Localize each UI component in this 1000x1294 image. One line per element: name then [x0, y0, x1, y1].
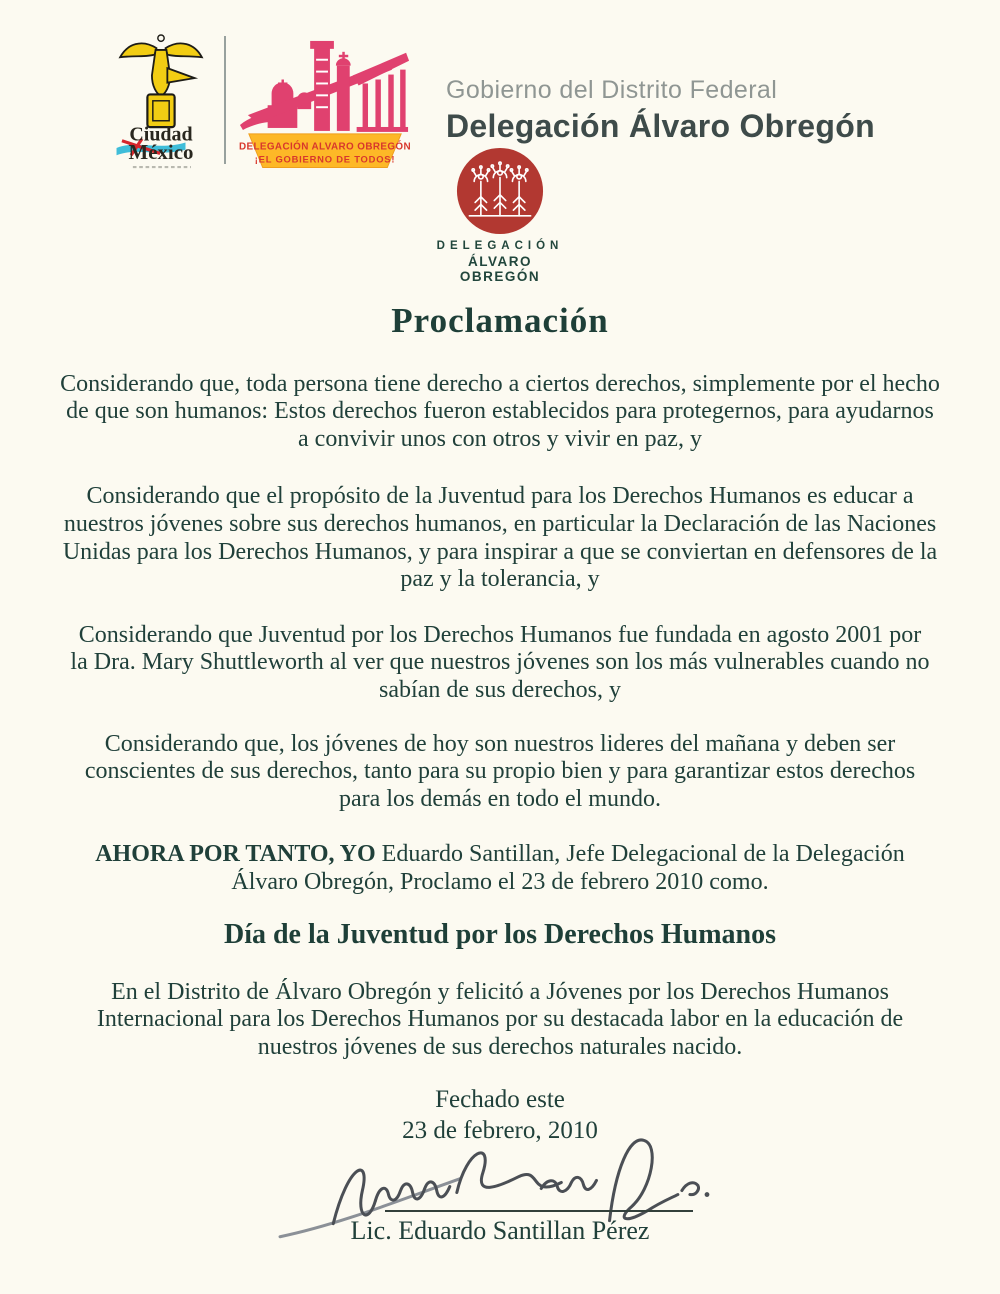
- paragraph-closing: En el Distrito de Álvaro Obregón y felicitó a Jóvenes por los Derechos Humanos Internacional para los Derechos Humanos por su destacada labor en la educación de nuestros jóvenes de sus derechos naturales nacido.: [96, 978, 904, 1060]
- page-title: Proclamación: [391, 300, 609, 340]
- seal-captions: [0, 240, 1000, 284]
- paragraph-considering-3: Considerando que Juventud por los Derechos Humanos fue fundada en agosto 2001 por la Dra. Mary Shuttleworth al ver que nuestros jóvenes son los más vulnerables cuando no sabían de sus derechos, y: [70, 621, 930, 703]
- paragraph-proclamation: [95, 841, 905, 896]
- dated-line2: 23 de febrero, 2010: [402, 1116, 598, 1144]
- signatory-name: Lic. Eduardo Santillan Pérez: [350, 1216, 650, 1246]
- paragraph-considering-2: Considerando que el propósito de la Juventud para los Derechos Humanos es educar a nuestros jóvenes sobre sus derechos humanos, en particular la Declaración de las Naciones Unidas para los Derechos Humanos, y para inspirar a que se conviertan en defensores de la paz y la tolerancia, y: [62, 483, 938, 593]
- delegacion-skyline-logo-icon: [236, 36, 414, 170]
- seal-caption-line1: DELEGACIÓN: [436, 240, 564, 253]
- ciudad-logo-word2: México: [128, 139, 194, 164]
- banner-line2: ¡EL GOBIERNO DE TODOS!: [254, 153, 396, 165]
- signature-line: [385, 1210, 693, 1212]
- delegacion-seal-icon: [456, 147, 544, 235]
- paragraph-considering-1: Considerando que, toda persona tiene derecho a ciertos derechos, simplemente por el hecho de que son humanos: Estos derechos fueron establecidos para protegernos, para ayudarnos a convivir unos con otros y vivir en paz, y: [60, 370, 940, 452]
- signature-area: [0, 1146, 1000, 1276]
- proclamation-rest-text: Eduardo Santillan, Jefe Delegacional de la Delegación Álvaro Obregón, Proclamo el 23 de febrero 2010 como.: [231, 841, 905, 895]
- delegation-title: Delegación Álvaro Obregón: [446, 108, 875, 144]
- day-heading: Día de la Juventud por los Derechos Humanos: [223, 918, 777, 950]
- proclamation-bold-text: AHORA POR TANTO, YO: [95, 841, 376, 868]
- banner-line1: DELEGACIÓN ALVARO OBREGÓN: [238, 141, 412, 153]
- dated-line1: Fechado este: [435, 1086, 565, 1114]
- ciudad-mexico-logo-icon: [102, 30, 220, 173]
- seal-caption-line3: OBREGÓN: [459, 269, 541, 285]
- seal-caption-line2: ÁLVARO: [468, 253, 532, 269]
- paragraph-considering-4: Considerando que, los jóvenes de hoy son nuestros lideres del mañana y deben ser conscientes de sus derechos, tanto para su propio bien y para garantizar estos derechos para los demás en todo el mundo.: [84, 730, 916, 812]
- government-line: Gobierno del Distrito Federal: [446, 76, 778, 104]
- ciudad-logo-word1: Ciudad: [129, 123, 193, 146]
- logo-divider: [224, 36, 226, 164]
- header-titles: [446, 30, 875, 145]
